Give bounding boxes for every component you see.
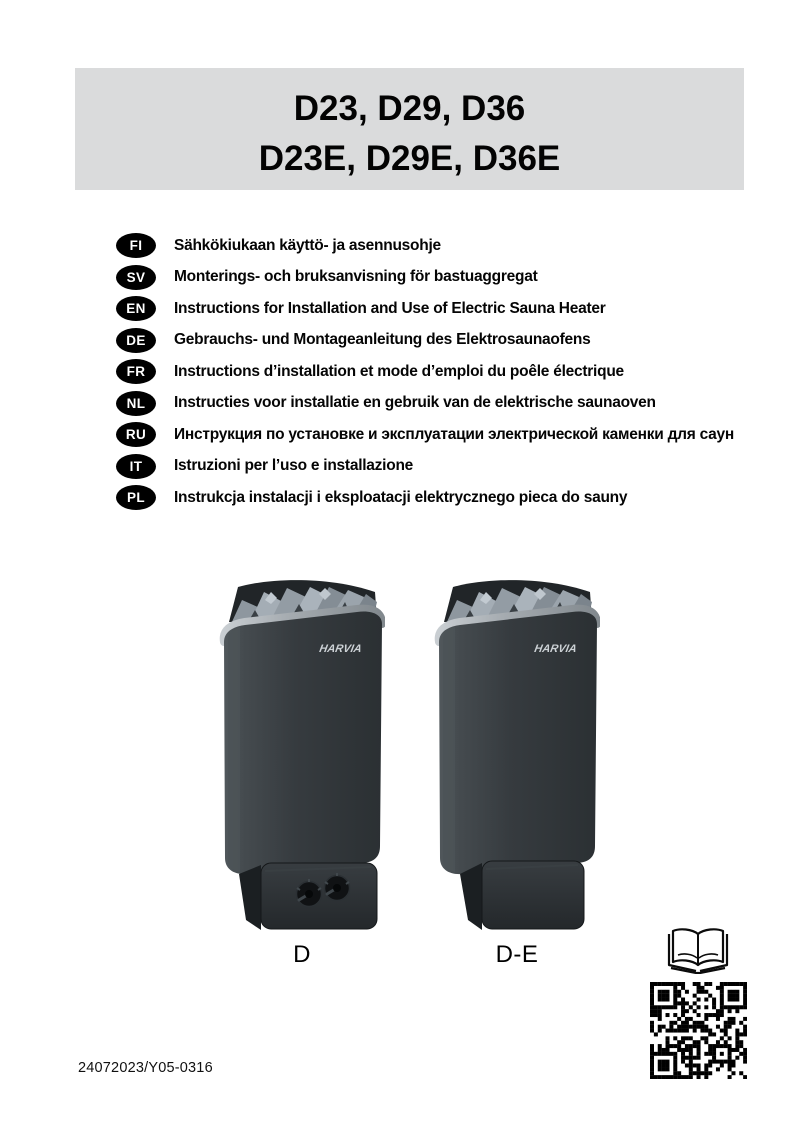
qr-code bbox=[650, 982, 747, 1079]
control-box-d bbox=[239, 863, 377, 930]
document-code: 24072023/Y05-0316 bbox=[78, 1060, 213, 1076]
language-row-de bbox=[116, 325, 734, 357]
language-row-sv bbox=[116, 262, 734, 294]
language-text-sv: Monterings- och bruksanvisning för bastuaggregat bbox=[174, 268, 538, 286]
language-row-en bbox=[116, 293, 734, 325]
product-image-d bbox=[219, 578, 385, 969]
language-list bbox=[116, 230, 734, 514]
title-band bbox=[75, 68, 744, 190]
language-text-nl: Instructies voor installatie en gebruik van de elektrische saunaoven bbox=[174, 394, 656, 412]
language-row-ru bbox=[116, 419, 734, 451]
heater-body-highlight bbox=[228, 627, 240, 872]
language-row-it bbox=[116, 451, 734, 483]
open-book-icon bbox=[666, 924, 730, 974]
product-label-d-e: D-E bbox=[495, 941, 539, 968]
language-badge-nl: NL bbox=[116, 391, 156, 416]
language-text-it: Istruzioni per l’uso e installazione bbox=[174, 457, 414, 475]
model-title-line2: D23E, D29E, D36E bbox=[258, 139, 561, 178]
language-badge-fr: FR bbox=[116, 359, 156, 384]
harvia-logo: HARVIA bbox=[318, 643, 363, 655]
language-text-fr: Instructions d’installation et mode d’emploi du poêle électrique bbox=[174, 362, 624, 380]
language-row-fr bbox=[116, 356, 734, 388]
language-badge-sv: SV bbox=[116, 265, 156, 290]
language-text-pl: Instrukcja instalacji i eksploatacji elektrycznego pieca do sauny bbox=[174, 488, 628, 506]
connection-box-d-e bbox=[460, 861, 584, 930]
language-badge-en: EN bbox=[116, 296, 156, 321]
model-title-line1: D23, D29, D36 bbox=[293, 89, 526, 128]
language-badge-pl: PL bbox=[116, 485, 156, 510]
language-badge-ru: RU bbox=[116, 422, 156, 447]
language-text-en: Instructions for Installation and Use of Electric Sauna Heater bbox=[174, 299, 606, 317]
language-badge-fi: FI bbox=[116, 233, 156, 258]
language-row-fi bbox=[116, 230, 734, 262]
heater-body-highlight bbox=[443, 627, 455, 872]
language-text-de: Gebrauchs- und Montageanleitung des Elektrosaunaofens bbox=[174, 331, 591, 349]
language-badge-it: IT bbox=[116, 454, 156, 479]
sauna-heater-d-illustration bbox=[219, 578, 385, 934]
language-row-pl bbox=[116, 482, 734, 514]
language-row-nl bbox=[116, 388, 734, 420]
product-image-d-e bbox=[434, 578, 600, 969]
language-text-fi: Sähkökiukaan käyttö- ja asennusohje bbox=[174, 236, 441, 254]
product-label-d: D bbox=[293, 941, 311, 968]
sauna-heater-d-e-illustration bbox=[434, 578, 600, 934]
language-text-ru: Инструкция по установке и эксплуатации электрической каменки для саун bbox=[174, 425, 735, 443]
language-badge-de: DE bbox=[116, 328, 156, 353]
harvia-logo: HARVIA bbox=[533, 643, 578, 655]
